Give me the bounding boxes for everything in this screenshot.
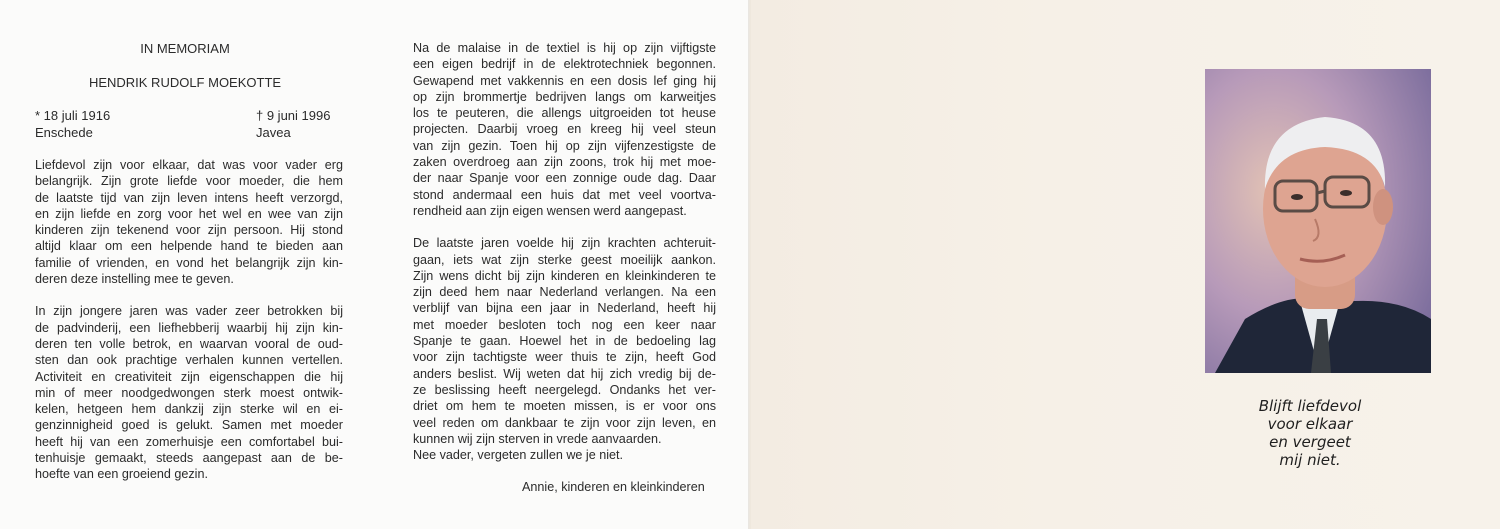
paragraph xyxy=(413,235,716,463)
text-line: verblijf van bijna een jaar in Nederland, heeft hij xyxy=(413,301,716,316)
text-line: stond andermaal een huis dat met veel voortva- xyxy=(413,187,716,202)
text-line: kelen, hetgeen hem dankzij zijn sterke wil en ei- xyxy=(35,402,343,417)
text-line: heeft hij van een zomerhuisje een comfortabel bui- xyxy=(35,434,343,449)
text-line: kinderen zijn tekenend voor zijn persoon. Hij stond xyxy=(35,223,343,238)
text-line: op zijn brommertje bedrijven langs om karweitjes xyxy=(413,89,716,104)
text-line: los te peuteren, die allengs uitgroeiden tot heuse xyxy=(413,106,716,121)
death-place: Javea xyxy=(256,124,291,140)
text-line: een eigen bedrijf in de elektrotechniek begonnen. xyxy=(413,57,716,72)
text-line: deren ten volle betrok, en waarvan vooral de oud- xyxy=(35,336,343,351)
card-fold xyxy=(748,0,751,529)
text-line: zaken overdroeg aan zijn zoons, trok hij met moe- xyxy=(413,155,716,170)
text-line: voor zijn tachtigste weer thuis te zijn, heeft God xyxy=(413,350,716,365)
portrait-photo xyxy=(1205,69,1431,373)
text-line: de padvinderij, een liefhebberij waarbij hij zijn kin- xyxy=(35,320,343,335)
text-line: de laatste tijd van zijn leven intens heeft verzorgd, xyxy=(35,190,343,205)
quote-line: mij niet. xyxy=(1279,451,1341,469)
text-line: min of meer noodgedwongen sterk moest ontwik- xyxy=(35,385,343,400)
text-line: anders beslist. Wij weten dat hij zich vredig bij de- xyxy=(413,366,716,381)
text-line: rendheid aan zijn eigen wensen werd aangepast. xyxy=(413,203,687,218)
birth-place: Enschede xyxy=(35,124,93,140)
column-left xyxy=(35,157,343,483)
signature: Annie, kinderen en kleinkinderen xyxy=(522,480,705,494)
death-block xyxy=(256,108,330,141)
text-line: De laatste jaren voelde hij zijn krachten achteruit- xyxy=(413,236,716,251)
text-line: altijd klaar om een helpende hand te bieden aan xyxy=(35,239,343,254)
text-line: Gewapend met vakkennis en een dosis lef ging hij xyxy=(413,73,716,88)
text-line: genzinnigheid goed is gelukt. Samen met moeder xyxy=(35,418,343,433)
text-line: zijn deed hem naar Nederland verlangen. Na een xyxy=(413,285,716,300)
heading: IN MEMORIAM xyxy=(140,41,230,56)
text-line: Zijn wens dicht bij zijn kinderen en kleinkinderen te xyxy=(413,268,716,283)
text-line: Nee vader, vergeten zullen we je niet. xyxy=(413,448,624,463)
text-line: Activiteit en creativiteit zijn eigenschappen die hij xyxy=(35,369,343,384)
text-line: tenhuisje gemaakt, steeds aangepast aan de be- xyxy=(35,451,343,466)
paragraph xyxy=(35,303,343,482)
text-line: deren deze instelling mee te geven. xyxy=(35,272,234,287)
text-line: belangrijk. Zijn grote liefde voor moeder, die hem xyxy=(35,174,343,189)
text-line: familie of vrienden, en vond het belangrijk zijn kin- xyxy=(35,255,343,270)
text-line: ze beslissing heeft neergelegd. Ondanks het ver- xyxy=(413,382,716,397)
text-line: driet om hem te moeten missen, is er voor ons xyxy=(413,399,716,414)
text-line: der naar Spanje voor een zonnige oude dag. Daar xyxy=(413,171,716,186)
text-line: Spanje te gaan. Hoewel het in de bedoeling lag xyxy=(413,334,716,349)
text-line: projecten. Daarbij vroeg en kreeg hij veel steun xyxy=(413,122,716,137)
column-right xyxy=(413,40,716,463)
text-line: kunnen wij zijn sterven in vrede aanvaarden. xyxy=(413,431,662,446)
text-line: Liefdevol zijn voor elkaar, dat was voor vader erg xyxy=(35,158,343,172)
deceased-name: HENDRIK RUDOLF MOEKOTTE xyxy=(88,75,282,90)
text-line: met moeder besloten toch nog een keer naar xyxy=(413,317,716,332)
paragraph xyxy=(35,157,343,287)
text-line: veel reden om dankbaar te zijn voor zijn leven, en xyxy=(413,415,716,430)
paragraph xyxy=(413,40,716,219)
death-date: † 9 juni 1996 xyxy=(256,108,331,123)
quote-line: Blijft liefdevol xyxy=(1258,397,1362,415)
memorial-quote xyxy=(1230,397,1390,469)
text-line: gaan, iets wat zijn sterke geest moeilijk aankon. xyxy=(413,252,716,267)
text-line: sten dan ook prachtige verhalen kunnen vertellen. xyxy=(35,353,343,368)
text-line: van zijn gezin. Toen hij op zijn vijfenzestigste de xyxy=(413,138,716,153)
portrait-icon xyxy=(1205,69,1431,373)
birth-block xyxy=(35,108,110,141)
text-line: Na de malaise in de textiel is hij op zijn vijftigste xyxy=(413,41,716,55)
quote-line: en vergeet xyxy=(1269,433,1351,451)
text-line: In zijn jongere jaren was vader zeer betrokken bij xyxy=(35,304,343,319)
birth-date: * 18 juli 1916 xyxy=(35,108,111,123)
text-line: hoefte van een groeiend gezin. xyxy=(35,467,208,482)
text-line: en zijn liefde en zorg voor het wel en wee van zijn xyxy=(35,206,343,221)
quote-line: voor elkaar xyxy=(1267,415,1353,433)
